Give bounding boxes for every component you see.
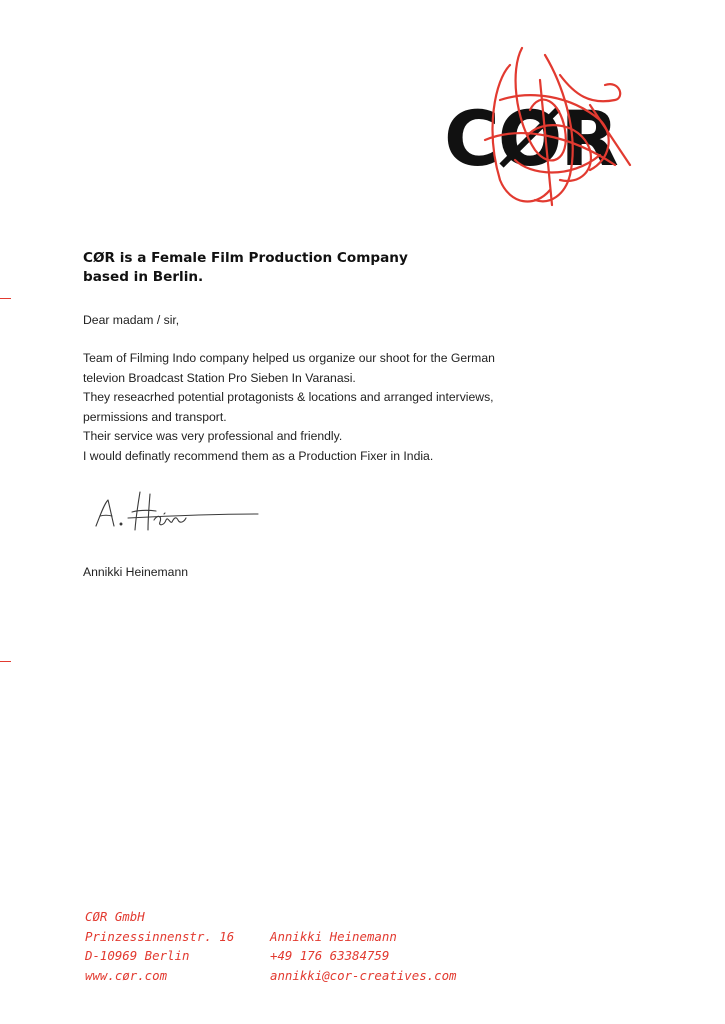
footer-company: CØR GmbH [85, 909, 145, 924]
fold-mark-top [0, 298, 11, 299]
footer-website-link[interactable]: www.cør.com [85, 968, 168, 984]
body-line: televion Broadcast Station Pro Sieben In Varanasi. [83, 370, 356, 385]
footer-city: D-10969 Berlin [85, 948, 190, 964]
handwritten-signature [88, 486, 268, 544]
footer-contact-column [270, 927, 457, 986]
headline-line-2: based in Berlin. [83, 269, 204, 285]
logo-wordmark: CØR [444, 94, 617, 183]
logo-graphic [440, 40, 670, 215]
footer-street: Prinzessinnenstr. 16 [85, 928, 235, 944]
footer-contact-name: Annikki Heinemann [270, 928, 397, 944]
body-line: Team of Filming Indo company helped us organize our shoot for the German [83, 351, 495, 365]
company-logo [440, 40, 670, 215]
fold-mark-middle [0, 661, 11, 662]
signature-graphic [88, 486, 268, 544]
footer-address-column [85, 907, 234, 986]
letter-headline [83, 249, 503, 287]
signer-name: Annikki Heinemann [83, 565, 189, 579]
body-line: permissions and transport. [83, 409, 227, 424]
body-line: They reseacrhed potential protagonists & locations and arranged interviews, [83, 390, 494, 404]
body-line: Their service was very professional and friendly. [83, 429, 343, 443]
body-line: I would definatly recommend them as a Production Fixer in India. [83, 448, 434, 463]
letter-body [83, 349, 553, 466]
salutation: Dear madam / sir, [83, 313, 180, 327]
footer-email-link[interactable]: annikki@cor-creatives.com [270, 968, 457, 984]
footer-phone[interactable]: +49 176 63384759 [270, 948, 390, 964]
headline-line-1: CØR is a Female Film Production Company [83, 250, 408, 266]
